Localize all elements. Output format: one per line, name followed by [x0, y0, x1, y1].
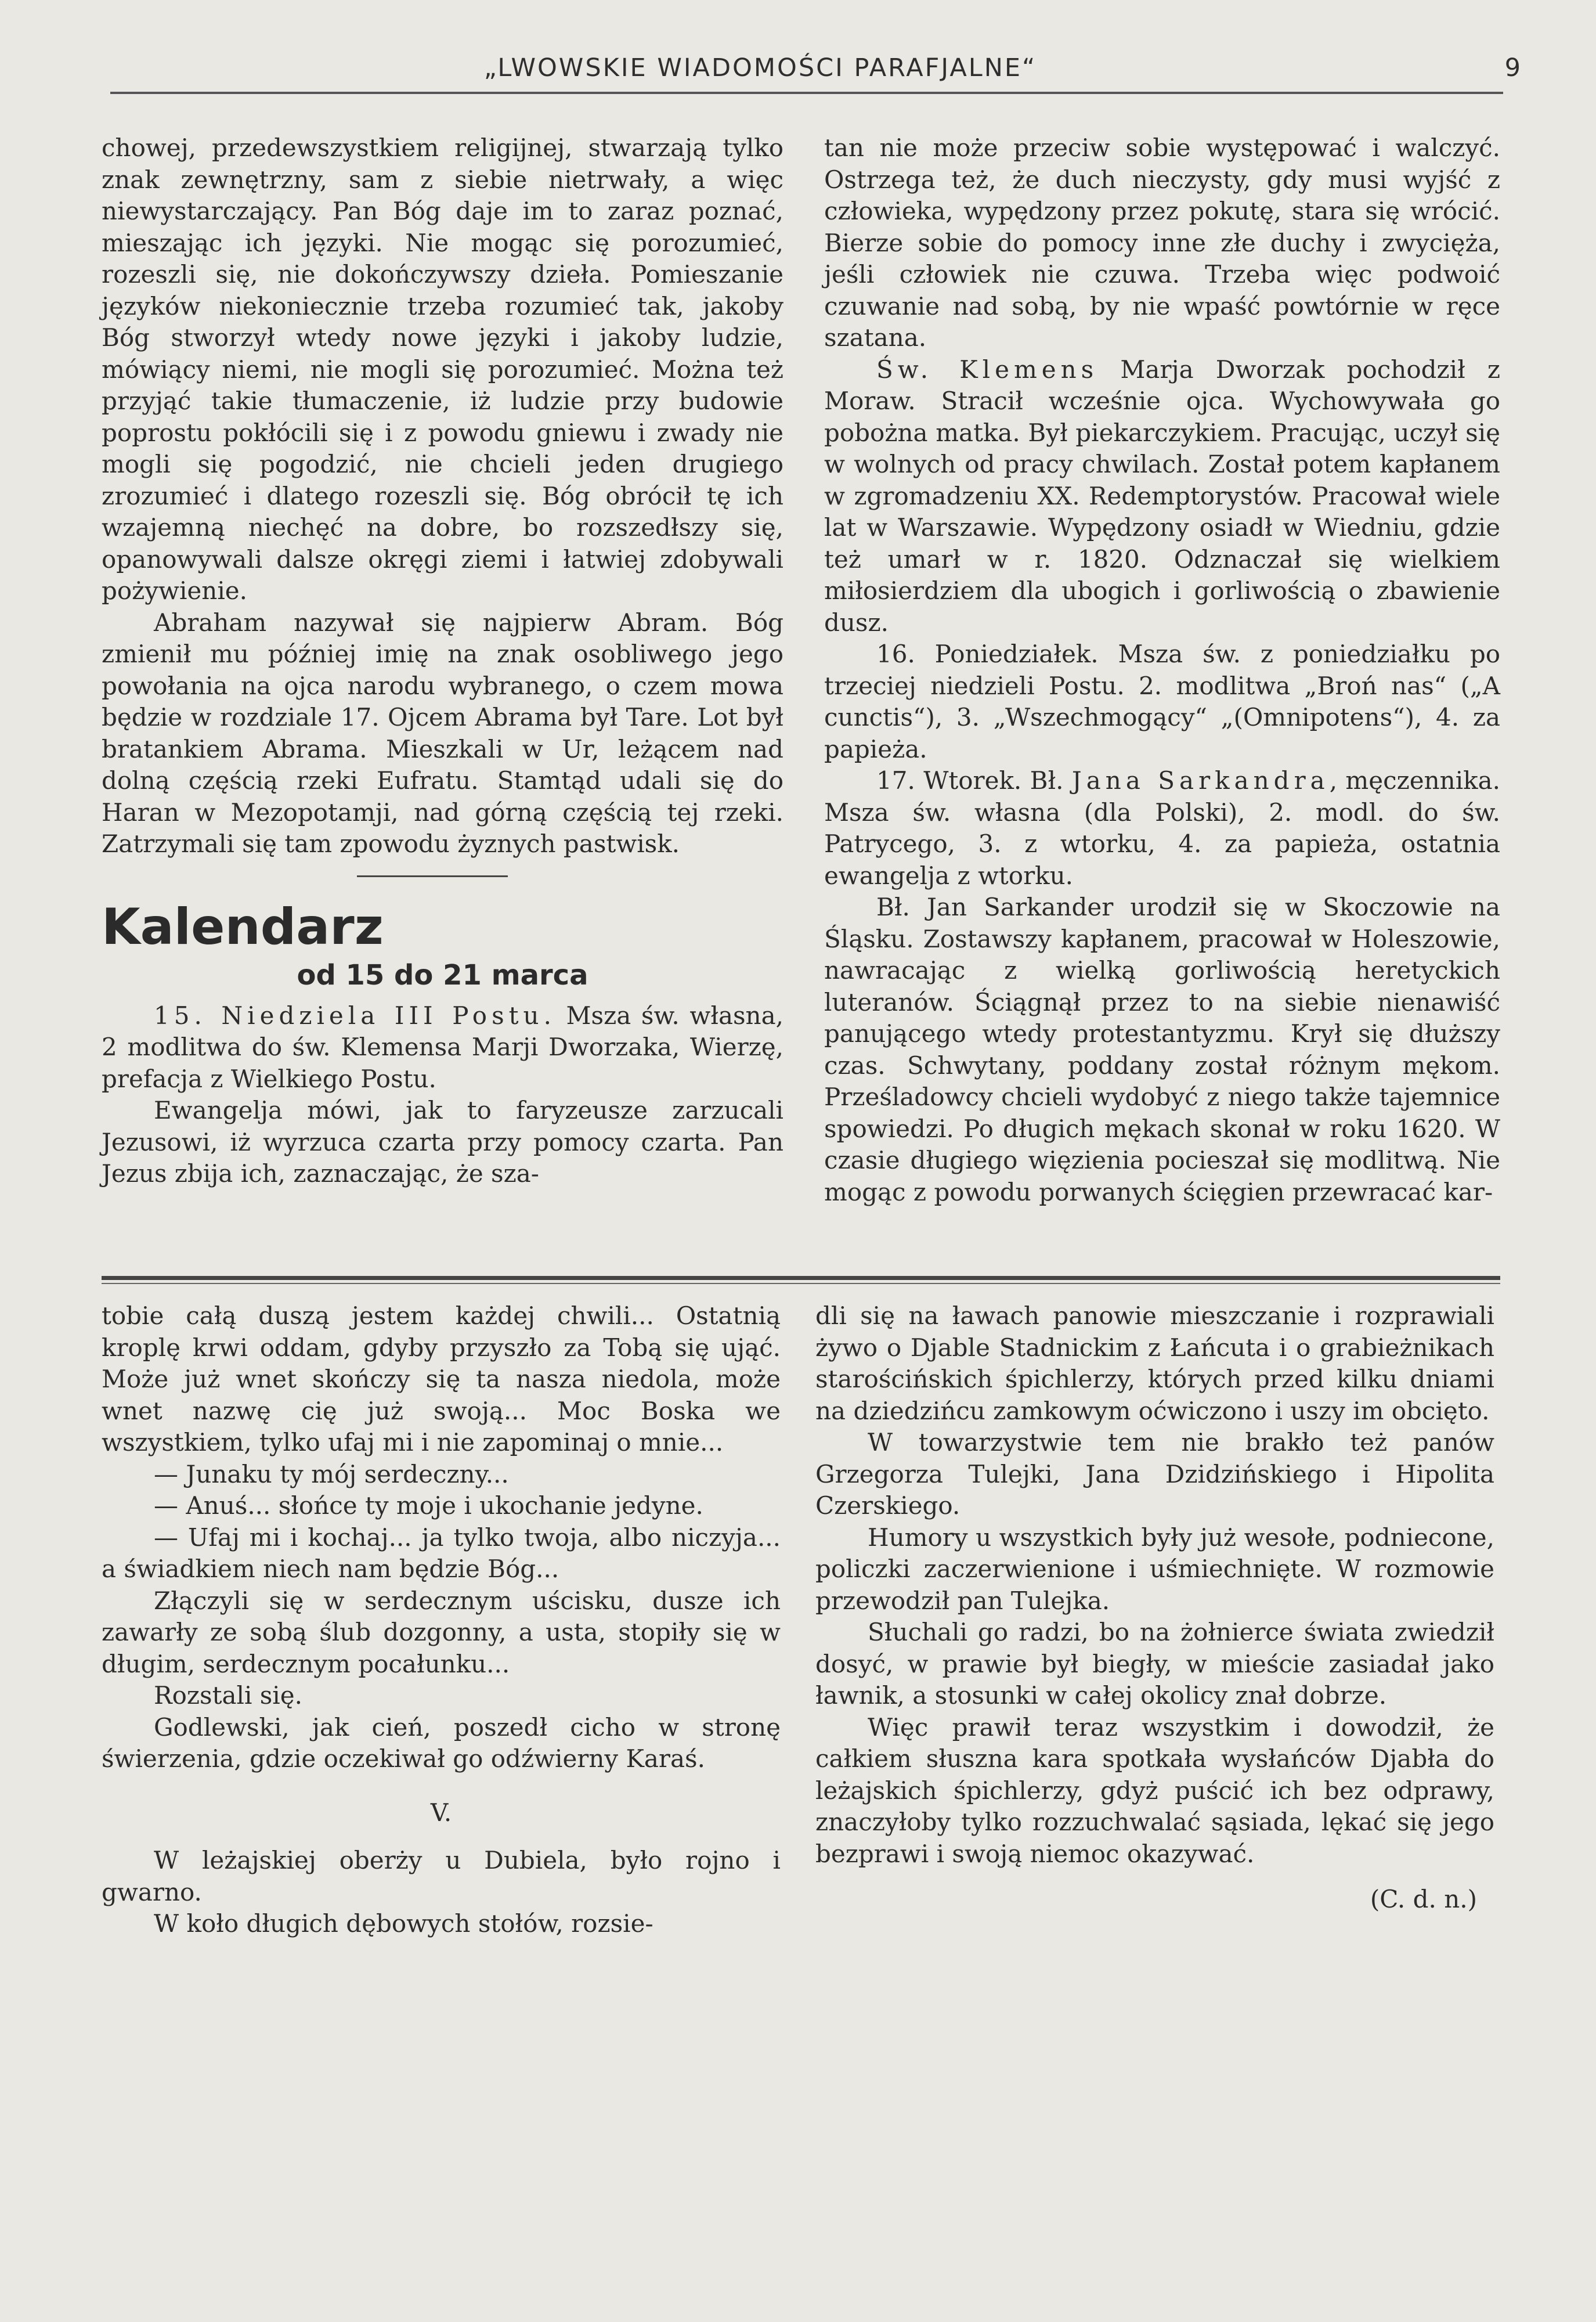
- calendar-entry-text: Msza św. własna, 2 modlitwa do św. Klemensa Marji Dworzaka, Wierzę, prefacja z Wielkiego Postu.: [102, 1001, 783, 1093]
- calendar-subheading: od 15 do 21 marca: [297, 958, 588, 991]
- story-column-bottom-left: [102, 1300, 781, 1940]
- paragraph: Złączyli się w serdecznym uścisku, dusze ich zawarły ze sobą ślub dozgonny, a usta, stopiły się w długim, serdecznym pocałunku...: [102, 1586, 781, 1678]
- paragraph-text: Marja Dworzak pochodził z Moraw. Stracił wcześnie ojca. Wychowywała go pobożna matka. Był piekarczykiem. Pracując, uczył się w wolnych od pracy chwilach. Został potem kapłanem w zgromadzeniu XX. Redemptorystów. Pracował wiele lat w Warszawie. Wypędzony osiadł w Wiedniu, gdzie też umarł w r. 1820. Odznaczał się wielkiem miłosierdziem dla ubogich i gorliwością o zbawienie dusz.: [824, 355, 1500, 637]
- paragraph: Słuchali go radzi, bo na żołnierce świata zwiedził dosyć, w prawie był biegły, w mieście zasiadał jako ławnik, a stosunki w całej okolicy znał dobrze.: [815, 1618, 1494, 1710]
- story-column-bottom-right: [815, 1300, 1494, 1916]
- paragraph: Abraham nazywał się najpierw Abram. Bóg zmienił mu później imię na znak osobliwego jego powołania na ojca narodu wybranego, o czem mowa będzie w rozdziale 17. Ojcem Abrama był Tare. Lot był bratankiem Abrama. Mieszkali w Ur, leżącem nad dolną częścią rzeki Eufratu. Stamtąd udali się do Haran w Mezopotamji, nad górną częścią tej rzeki. Zatrzymali się tam zpowodu żyznych pastwisk.: [102, 608, 783, 858]
- paragraph: W koło długich dębowych stołów, rozsie-: [154, 1909, 653, 1938]
- paragraph: tan nie może przeciw sobie występować i walczyć. Ostrzega też, że duch nieczysty, gdy musi wyjść z człowieka, wypędzony przez pokutę, stara się wrócić. Bierze sobie do pomocy inne złe duchy i zwycięża, jeśli człowiek nie czuwa. Trzeba więc podwoić czuwanie nad sobą, by nie wpaść powtórnie w ręce szatana.: [824, 134, 1500, 352]
- paragraph: tobie całą duszą jestem każdej chwili... Ostatnią kroplę krwi oddam, gdyby przyszło za Tobą się ująć. Może już wnet skończy się ta nasza niedola, może wnet nazwę cię już swoją... Moc Boska we wszystkiem, tylko ufaj mi i nie zapominaj o mnie...: [102, 1301, 781, 1456]
- calendar-day-label: 17. Wtorek. Bł.: [876, 766, 1072, 795]
- page-header-title: „LWOWSKIE WIADOMOŚCI PARAFJALNE“: [483, 53, 1037, 82]
- calendar-entry-17: [824, 765, 1500, 892]
- paragraph: Ewangelja mówi, jak to faryzeusze zarzucali Jezusowi, iż wyrzuca czarta przy pomocy czarta. Pan Jezus zbija ich, zaznaczając, że sza-: [102, 1096, 783, 1188]
- page-section-divider-thin: [102, 1283, 1500, 1284]
- calendar-day-label: 15. Niedziela III Postu.: [154, 1001, 556, 1030]
- continued-note: (C. d. n.): [1370, 1885, 1477, 1913]
- article-column-top-right: [824, 132, 1500, 1208]
- chapter-number: V.: [430, 1798, 452, 1827]
- dialogue-line: — Anuś... słońce ty moje i ukochanie jedyne.: [154, 1491, 703, 1520]
- calendar-entry-16: 16. Poniedziałek. Msza św. z poniedziałku po trzeciej niedzieli Postu. 2. modlitwa „Broń nas“ („A cunctis“), 3. „Wszechmogący“ „(Omnipotens“), 4. za papieża.: [824, 640, 1500, 763]
- article-column-top-left: [102, 132, 783, 1190]
- calendar-heading: Kalendarz: [102, 897, 384, 956]
- paragraph: Bł. Jan Sarkander urodził się w Skoczowie na Śląsku. Zostawszy kapłanem, pracował w Holeszowie, nawracając z wielką gorliwością heretyckich luteranów. Ściągnął przez to na siebie nienawiść panującego wtedy protestantyzmu. Krył się dłuższy czas. Schwytany, poddany został różnym mękom. Prześladowcy chcieli wydobyć z niego także tajemnice spowiedzi. Po długich mękach skonał w roku 1620. W czasie długiego więzienia pocieszał się modlitwą. Nie mogąc z powodu porwanych ścięgien przewracać kar-: [824, 893, 1500, 1206]
- paragraph: Więc prawił teraz wszystkim i dowodził, że całkiem słuszna kara spotkała wysłańców Djabła do leżajskich śpichlerzy, gdyż puścić ich bez odprawy, znaczyłoby tylko rozzuchwalać sąsiada, lękać się jego bezprawi i swoją niemoc okazywać.: [815, 1712, 1494, 1868]
- section-divider: [357, 875, 508, 877]
- saint-name: Św. Klemens: [876, 355, 1099, 384]
- paragraph: W towarzystwie tem nie brakło też panów Grzegorza Tulejki, Jana Dzidzińskiego i Hipolita Czerskiego.: [815, 1428, 1494, 1520]
- saint-name: Jana Sarkandra: [1071, 766, 1330, 795]
- paragraph: chowej, przedewszystkiem religijnej, stwarzają tylko znak zewnętrzny, sam z siebie nietrwały, a więc niewystarczający. Pan Bóg daje im to zaraz poznać, mieszając ich języki. Nie mogąc się porozumieć, rozeszli się, nie dokończywszy dzieła. Pomieszanie języków niekoniecznie trzeba rozumieć tak, jakoby Bóg stworzył wtedy nowe języki i jakoby ludzie, mówiący niemi, nie mogli się porozumieć. Można też przyjąć takie tłumaczenie, iż ludzie przy budowie poprostu pokłócili się i z powodu gniewu i zwady nie mogli się pogodzić, nie chcieli jeden drugiego zrozumieć i dlatego rozeszli się. Bóg obrócił tę ich wzajemną niechęć na dobre, bo rozszedłszy się, opanowywali dalsze okręgi ziemi i łatwiej zdobywali pożywienie.: [102, 134, 783, 605]
- calendar-entry-text: , męczennika. Msza św. własna (dla Polski), 2. modl. do św. Patrycego, 3. z wtorku, 4. za papieża, ostatnia ewangelja z wtorku.: [824, 766, 1500, 890]
- paragraph: W leżajskiej oberży u Dubiela, było rojno i gwarno.: [102, 1846, 781, 1906]
- paragraph: dli się na ławach panowie mieszczanie i rozprawiali żywo o Djable Stadnickim z Łańcuta i o grabieżnikach starościńskich śpichlerzy, których przed kilku dniami na dziedzińcu zamkowym oćwiczono i uszy im obcięto.: [815, 1301, 1494, 1425]
- dialogue-line: — Ufaj mi i kochaj... ja tylko twoja, albo niczyja... a świadkiem niech nam będzie Bóg...: [102, 1523, 781, 1583]
- dialogue-line: — Junaku ty mój serdeczny...: [154, 1459, 509, 1488]
- paragraph: [824, 354, 1500, 639]
- paragraph: Rozstali się.: [154, 1681, 302, 1710]
- page-number: 9: [1504, 53, 1521, 82]
- paragraph: Godlewski, jak cień, poszedł cicho w stronę świerzenia, gdzie oczekiwał go odźwierny Karaś.: [102, 1712, 781, 1773]
- page-section-divider: [102, 1276, 1500, 1280]
- paragraph: Humory u wszystkich były już wesołe, podniecone, policzki zaczerwienione i uśmiechnięte. W rozmowie przewodził pan Tulejka.: [815, 1523, 1494, 1615]
- header-rule: [110, 92, 1503, 94]
- calendar-entry-15: [102, 1000, 783, 1095]
